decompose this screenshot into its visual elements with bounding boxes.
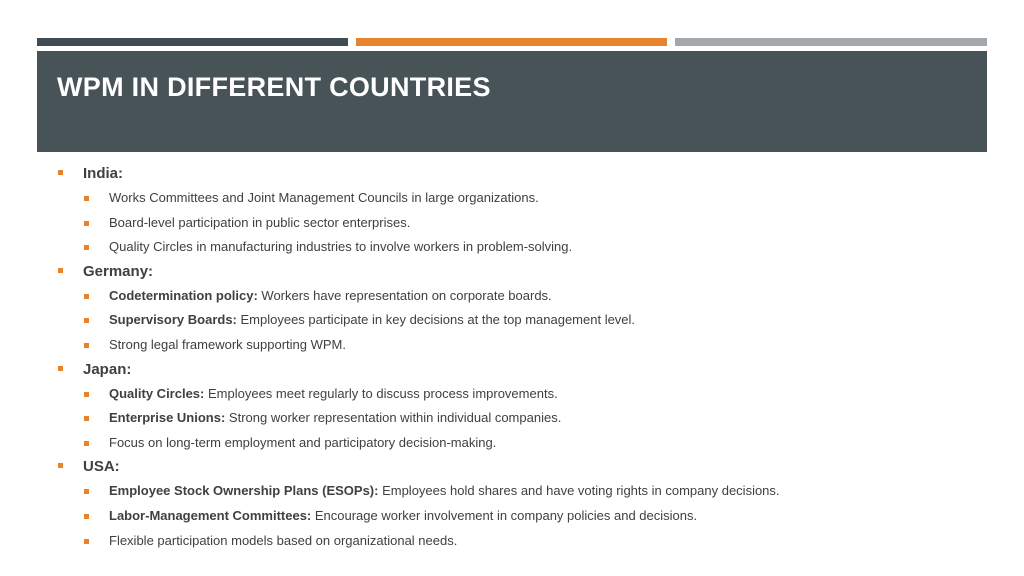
square-bullet-icon bbox=[84, 343, 89, 348]
list-item-bold: Supervisory Boards: bbox=[109, 312, 237, 328]
list-item-bold: Codetermination policy: bbox=[109, 287, 258, 303]
section-heading-germany bbox=[52, 260, 992, 284]
section-heading-label: India: bbox=[83, 165, 123, 182]
square-bullet-icon bbox=[84, 221, 89, 226]
square-bullet-icon bbox=[84, 514, 89, 519]
section-heading-label: Germany: bbox=[83, 262, 154, 280]
list-item-bold: Labor-Management Committees: bbox=[109, 507, 312, 523]
list-item bbox=[52, 479, 992, 504]
slide-title: WPM IN DIFFERENT COUNTRIES bbox=[57, 72, 491, 102]
accent-bar-gray bbox=[675, 38, 987, 46]
list-item-text: Encourage worker involvement in company policies and decisions. bbox=[311, 507, 698, 523]
list-item-text: Employees meet regularly to discuss process improvements. bbox=[204, 385, 558, 401]
section-heading-japan bbox=[52, 358, 992, 382]
list-item-text: Works Committees and Joint Management Councils in large organizations. bbox=[109, 190, 539, 205]
accent-bar-orange bbox=[356, 38, 667, 46]
list-item bbox=[52, 211, 992, 236]
square-bullet-icon bbox=[84, 196, 89, 201]
square-bullet-icon bbox=[84, 539, 89, 544]
list-item bbox=[52, 333, 992, 358]
list-item-text: Employees hold shares and have voting rights in company decisions. bbox=[378, 483, 780, 499]
list-item bbox=[52, 431, 992, 456]
list-item bbox=[52, 284, 992, 309]
list-item-text: Quality Circles in manufacturing industries to involve workers in problem-solving. bbox=[109, 239, 573, 255]
list-item-text: Strong worker representation within individual companies. bbox=[225, 410, 562, 426]
list-item-text: Employees participate in key decisions at the top management level. bbox=[236, 312, 636, 328]
list-item bbox=[52, 186, 992, 211]
list-item-bold: Enterprise Unions: bbox=[109, 410, 226, 426]
accent-bar-dark bbox=[37, 38, 348, 46]
square-bullet-icon bbox=[84, 441, 89, 446]
square-bullet-icon bbox=[84, 392, 89, 397]
list-item bbox=[52, 235, 992, 260]
accent-bars bbox=[37, 38, 987, 46]
list-item-text: Strong legal framework supporting WPM. bbox=[109, 336, 346, 352]
square-bullet-icon bbox=[58, 463, 63, 468]
list-item bbox=[52, 382, 992, 407]
square-bullet-icon bbox=[84, 489, 89, 494]
list-item bbox=[52, 529, 992, 554]
square-bullet-icon bbox=[58, 366, 63, 371]
list-item bbox=[52, 308, 992, 333]
section-heading-india bbox=[52, 162, 992, 186]
list-item-text: Board-level participation in public sector enterprises. bbox=[109, 214, 411, 230]
section-heading-label: USA: bbox=[83, 458, 120, 476]
list-item-bold: Quality Circles: bbox=[109, 385, 205, 401]
section-heading-label: Japan: bbox=[83, 360, 132, 378]
square-bullet-icon bbox=[58, 268, 63, 273]
list-item-text: Focus on long-term employment and participatory decision-making. bbox=[109, 434, 497, 450]
list-item bbox=[52, 504, 992, 529]
square-bullet-icon bbox=[58, 170, 63, 175]
square-bullet-icon bbox=[84, 318, 89, 323]
list-item bbox=[52, 406, 992, 431]
section-heading-usa bbox=[52, 455, 992, 479]
list-item-text: Flexible participation models based on organizational needs. bbox=[109, 532, 458, 548]
square-bullet-icon bbox=[84, 294, 89, 299]
square-bullet-icon bbox=[84, 245, 89, 250]
bullet-list bbox=[52, 162, 992, 553]
square-bullet-icon bbox=[84, 416, 89, 421]
list-item-bold: Employee Stock Ownership Plans (ESOPs): bbox=[109, 483, 379, 499]
list-item-text: Workers have representation on corporate boards. bbox=[257, 287, 552, 303]
title-band bbox=[37, 51, 987, 152]
